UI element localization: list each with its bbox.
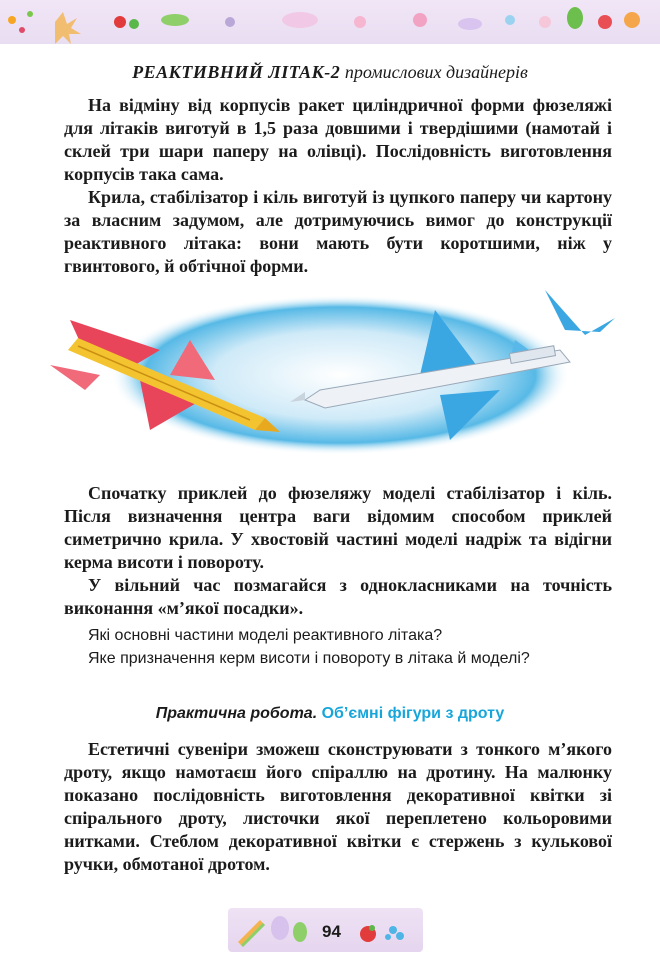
question-1: Які основні частини моделі реактивного літака? [88, 627, 443, 644]
page-number: 94 [322, 922, 341, 941]
paragraph-1: На відміну від корпусів ракет циліндричної форми фюзеляжі для літаків виготуй в 1,5 раза довшими і твердішими (намотай і склей три шари паперу на олівці). Послідовність виготовлення корпусів така сама. [64, 95, 612, 184]
paragraph-3: Спочатку приклей до фюзеляжу моделі стабілізатор і кіль. Після визначення центра ваги відомим способом приклей симетрично крила. У хвостовій частині моделі надріж та відігни керма висоти і повороту. [64, 483, 612, 572]
page-footer [228, 908, 423, 952]
practical-work-title [0, 705, 660, 723]
practical-work-name: Об’ємні фігури з дроту [321, 705, 505, 722]
decorative-ornament [0, 0, 660, 44]
jet-models-illustration [40, 280, 630, 455]
paragraph-4: У вільний час позмагайся з однокласниками на точність виконання «м’якої посадки». [64, 575, 612, 618]
practical-work-label: Практична робота. [155, 705, 318, 722]
section-heading [0, 62, 660, 83]
decorative-header-band [0, 0, 660, 44]
heading-title: РЕАКТИВНИЙ ЛІТАК-2 [132, 62, 341, 82]
question-2: Яке призначення керм висоти і повороту в літака й моделі? [88, 650, 530, 667]
paragraph-2: Крила, стабілізатор і кіль виготуй із цупкого паперу чи картону за власним задумом, але дотримуючись вимог до конструкції реактивного літака: вони мають бути коротшими, ніж у гвинтового, й обтічної форми. [64, 187, 612, 276]
heading-subtitle: промислових дизайнерів [344, 62, 528, 82]
paragraph-5: Естетичні сувеніри зможеш сконструювати з тонкого м’якого дроту, якщо намотаєш його спіраллю на дротину. На малюнку показано послідовність виготовлення декоративної квітки зі спірального дроту, листочки якої переплетено кольоровими нитками. Стеблом декоративної квітки є стержень з кулькової ручки, обмотаної дротом. [64, 739, 612, 874]
